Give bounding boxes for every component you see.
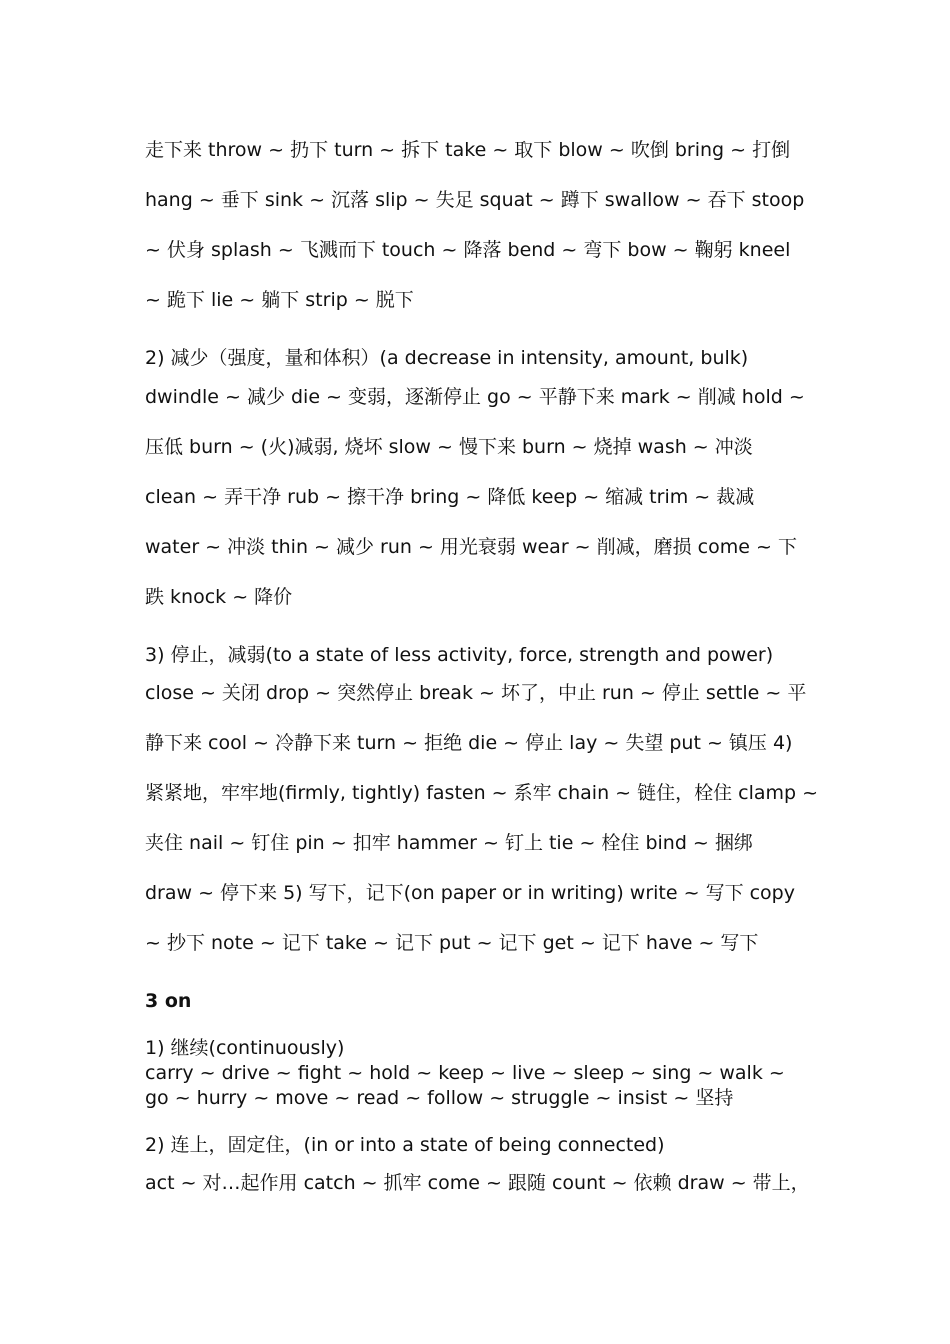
text-line: ~ 伏身 splash ~ 飞溅而下 touch ~ 降落 bend ~ 弯下 bow ~ 鞠躬 kneel [145, 239, 791, 261]
text-line: carry ~ drive ~ fight ~ hold ~ keep ~ live ~ sleep ~ sing ~ walk ~ [145, 1062, 785, 1084]
text-line: 跌 knock ~ 降价 [145, 586, 293, 608]
text-line: 静下来 cool ~ 冷静下来 turn ~ 拒绝 die ~ 停止 lay ~ 失望 put ~ 镇压 4) [145, 732, 793, 754]
text-line: 2) 连上，固定住，(in or into a state of being connected) [145, 1134, 665, 1156]
text-line: 紧紧地，牢牢地(firmly, tightly) fasten ~ 系牢 chain ~ 链住，栓住 clamp ~ [145, 782, 819, 804]
text-line: 夹住 nail ~ 钉住 pin ~ 扣牢 hammer ~ 钉上 tie ~ 栓住 bind ~ 捆绑 [145, 832, 753, 854]
text-line: ~ 跪下 lie ~ 躺下 strip ~ 脱下 [145, 289, 414, 311]
text-line: 走下来 throw ~ 扔下 turn ~ 拆下 take ~ 取下 blow ~ 吹倒 bring ~ 打倒 [145, 139, 791, 161]
text-line: close ~ 关闭 drop ~ 突然停止 break ~ 坏了，中止 run ~ 停止 settle ~ 平 [145, 682, 807, 704]
text-line: go ~ hurry ~ move ~ read ~ follow ~ struggle ~ insist ~ 坚持 [145, 1087, 734, 1109]
text-line: 2) 减少（强度，量和体积）(a decrease in intensity, amount, bulk) [145, 347, 749, 369]
text-line: act ~ 对…起作用 catch ~ 抓牢 come ~ 跟随 count ~ 依赖 draw ~ 带上， [145, 1172, 810, 1194]
text-line: ~ 抄下 note ~ 记下 take ~ 记下 put ~ 记下 get ~ 记下 have ~ 写下 [145, 932, 759, 954]
text-line: 1) 继续(continuously) [145, 1037, 345, 1059]
section-heading: 3 on [145, 990, 192, 1012]
text-line: water ~ 冲淡 thin ~ 减少 run ~ 用光衰弱 wear ~ 削减，磨损 come ~ 下 [145, 536, 797, 558]
text-line: draw ~ 停下来 5) 写下，记下(on paper or in writing) write ~ 写下 copy [145, 882, 795, 904]
text-line: clean ~ 弄干净 rub ~ 擦干净 bring ~ 降低 keep ~ 缩减 trim ~ 裁减 [145, 486, 755, 508]
text-line: hang ~ 垂下 sink ~ 沉落 slip ~ 失足 squat ~ 蹲下 swallow ~ 吞下 stoop [145, 189, 805, 211]
text-line: 压低 burn ~ (火)减弱, 烧坏 slow ~ 慢下来 burn ~ 烧掉 wash ~ 冲淡 [145, 436, 753, 458]
text-line: 3) 停止，减弱(to a state of less activity, force, strength and power) [145, 644, 774, 666]
text-line: dwindle ~ 减少 die ~ 变弱，逐渐停止 go ~ 平静下来 mark ~ 削减 hold ~ [145, 386, 805, 408]
